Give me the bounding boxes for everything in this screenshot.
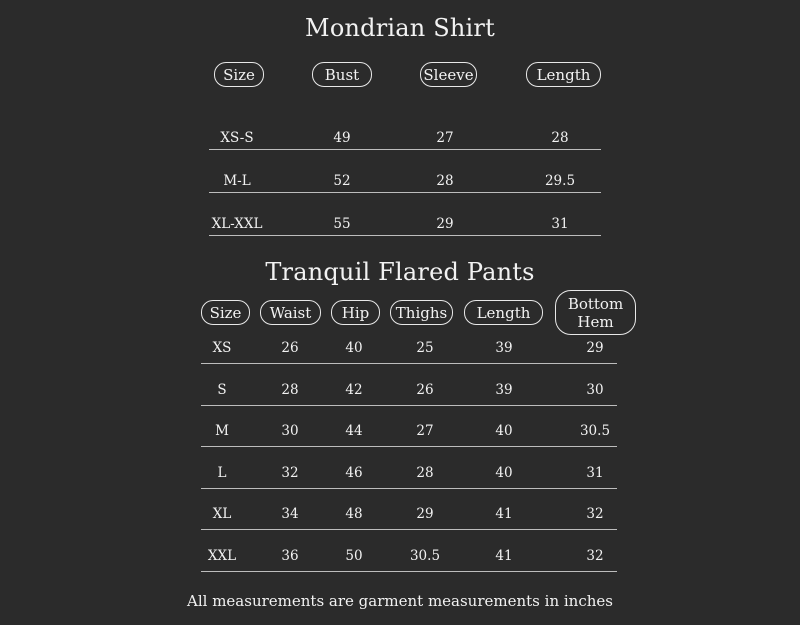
pants-cell: 40: [495, 464, 513, 481]
shirt-row-divider: [209, 192, 601, 193]
pants-cell: 28: [416, 464, 434, 481]
pants-cell: 46: [345, 464, 363, 481]
pants-cell: 29: [586, 340, 604, 356]
pants-cell: 27: [416, 423, 434, 440]
shirt-cell: 29.5: [544, 173, 576, 189]
pants-title: Tranquil Flared Pants: [265, 258, 535, 286]
pants-cell: 36: [281, 548, 299, 564]
pants-cell: 30: [586, 381, 604, 398]
pants-cell: 32: [586, 548, 604, 564]
bottom-hem-line1: Bottom: [567, 294, 624, 313]
pants-cell: 32: [281, 464, 299, 481]
pants-cell: 41: [495, 506, 513, 523]
pants-cell: 32: [586, 506, 604, 523]
pants-cell: L: [217, 464, 227, 481]
shirt-header-bust: Bust: [312, 62, 372, 87]
pants-cell: 48: [345, 506, 363, 523]
pants-header-bottom-hem: [555, 290, 636, 335]
shirt-cell: 49: [333, 130, 351, 146]
pants-cell: 26: [416, 381, 434, 398]
shirt-cell: 28: [436, 173, 454, 189]
shirt-cell: XL-XXL: [211, 216, 263, 232]
pants-cell: 26: [281, 340, 299, 356]
pants-cell: 41: [495, 548, 513, 564]
pants-header-size: Size: [201, 300, 250, 325]
bottom-hem-line2: Hem: [577, 312, 614, 331]
pants-cell: XS: [212, 340, 232, 356]
shirt-cell: 29: [436, 216, 454, 232]
pants-cell: 39: [495, 340, 513, 356]
pants-cell: 30.5: [409, 548, 441, 564]
pants-cell: 28: [281, 381, 299, 398]
pants-cell: 39: [495, 381, 513, 398]
shirt-cell: 27: [436, 130, 454, 146]
pants-header-waist: Waist: [260, 300, 321, 325]
pants-row-divider: [201, 571, 617, 572]
pants-row-divider: [201, 363, 617, 364]
footer-note: All measurements are garment measurements in inches: [187, 592, 613, 610]
pants-cell: 31: [586, 464, 604, 481]
shirt-cell: M-L: [223, 173, 251, 189]
pants-row-divider: [201, 405, 617, 406]
pants-cell: 34: [281, 506, 299, 523]
pants-cell: S: [217, 381, 227, 398]
shirt-cell: 55: [333, 216, 351, 232]
pants-cell: 25: [416, 340, 434, 356]
shirt-header-size: Size: [214, 62, 264, 87]
pants-cell: 42: [345, 381, 363, 398]
pants-cell: 40: [345, 340, 363, 356]
shirt-cell: 31: [551, 216, 569, 232]
pants-cell: 50: [345, 548, 363, 564]
pants-row-divider: [201, 529, 617, 530]
pants-cell: 30: [281, 423, 299, 440]
shirt-cell: 52: [333, 173, 351, 189]
shirt-row-divider: [209, 149, 601, 150]
shirt-cell: XS-S: [220, 130, 254, 146]
pants-header-length: Length: [464, 300, 543, 325]
shirt-row-divider: [209, 235, 601, 236]
pants-cell: 30.5: [579, 423, 611, 440]
pants-cell: XXL: [207, 548, 237, 564]
pants-header-hip: Hip: [331, 300, 380, 325]
shirt-title: Mondrian Shirt: [305, 14, 495, 42]
shirt-header-length: Length: [526, 62, 601, 87]
pants-cell: 40: [495, 423, 513, 440]
shirt-cell: 28: [551, 130, 569, 146]
pants-row-divider: [201, 488, 617, 489]
pants-cell: M: [215, 423, 229, 440]
shirt-header-sleeve: Sleeve: [420, 62, 477, 87]
pants-row-divider: [201, 446, 617, 447]
pants-cell: 29: [416, 506, 434, 523]
pants-header-thighs: Thighs: [390, 300, 453, 325]
pants-cell: XL: [212, 506, 232, 523]
pants-cell: 44: [345, 423, 363, 440]
